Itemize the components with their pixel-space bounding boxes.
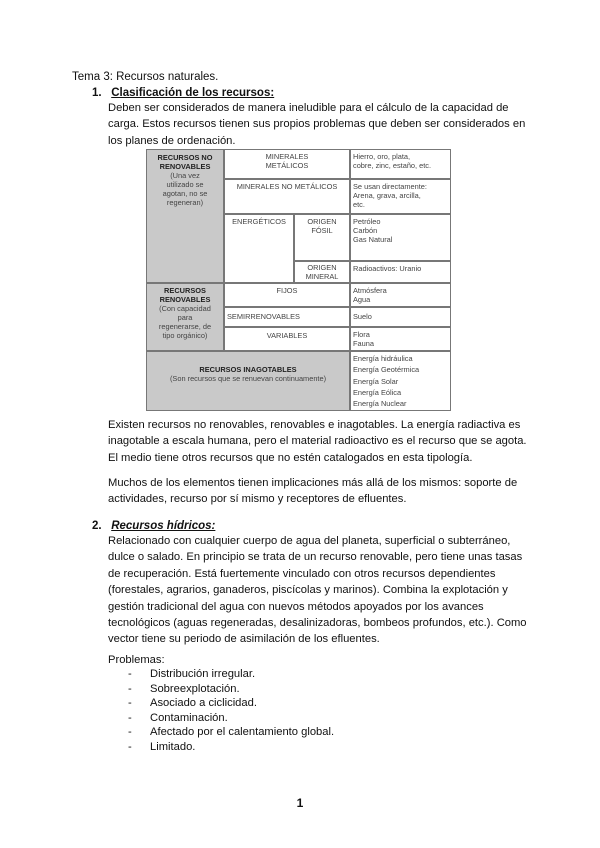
intro-line: carga. Estos recursos tienen sus propios problemas que deben ser considerados en (108, 118, 526, 131)
example-line: Hierro, oro, plata, (353, 152, 411, 161)
example-line: Petróleo (353, 217, 381, 226)
paragraph-line: actividades, recurso por sí mismo y receptores de efluentes. (108, 493, 407, 506)
intro-line: los planes de ordenación. (108, 134, 236, 147)
section-2-heading (92, 520, 215, 532)
paragraph-line: de recuperación. Está fuertemente vinculado con otros recursos dependientes (108, 567, 496, 580)
list-item (108, 711, 428, 726)
example-line: Energía Nuclear (353, 399, 407, 409)
variable-resources-examples (350, 327, 451, 351)
page-number: 1 (296, 796, 304, 810)
resources-classification-table (146, 149, 451, 411)
paragraph-line: inagotable a escala humana, pero el material radioactivo es el recurso que se agota. (108, 435, 527, 448)
section-2-number: 2. (92, 520, 102, 532)
metallic-minerals-label: METÁLICOS (265, 161, 309, 170)
implications-paragraph (108, 475, 528, 508)
example-line: Fauna (353, 339, 374, 348)
example-line: Energía hidráulica (353, 354, 413, 363)
non-renewable-title: RECURSOS NO (157, 153, 213, 162)
fixed-resources-cell: FIJOS (224, 283, 350, 307)
example-line: Gas Natural (353, 235, 393, 244)
renewable-title: RECURSOS (164, 286, 206, 295)
list-item (108, 682, 428, 697)
section-1-title: Clasificación de los recursos: (111, 87, 275, 99)
list-item (108, 740, 428, 755)
example-line: Arena, grava, arcilla, (353, 191, 421, 200)
fossil-origin-examples (350, 214, 451, 261)
metallic-minerals-examples (350, 149, 451, 179)
non-renewable-title: RENOVABLES (159, 162, 211, 171)
non-renewable-desc: utilizado se (166, 180, 204, 189)
bullet-dash: - (128, 697, 132, 710)
non-metallic-minerals-examples (350, 179, 451, 214)
non-renewable-header-cell (146, 149, 224, 283)
non-renewable-desc: agotan, no se (162, 189, 208, 198)
paragraph-line: (forestales, agrarios, ganaderos, piscícolas y marinos). Combina la explotación y (108, 584, 508, 597)
paragraph-line: Muchos de los elementos tienen implicaciones más allá de los mismos: soporte de (108, 477, 518, 489)
example-line: Carbón (353, 226, 378, 235)
bullet-dash: - (128, 668, 132, 680)
non-renewable-desc: (Una vez (170, 171, 200, 180)
document-title: Tema 3: Recursos naturales. (72, 71, 219, 83)
after-table-paragraph (108, 417, 528, 466)
paragraph-line: dulce o salado. En principio se trata de un recurso renovable, pero tiene unas tasas (108, 551, 523, 564)
energy-resources-cell: ENERGÉTICOS (224, 214, 294, 283)
paragraph-line: vector tiene su periodo de asimilación de los efluentes. (108, 633, 380, 646)
example-line: Se usan directamente: (353, 182, 427, 191)
non-metallic-minerals-cell: MINERALES NO METÁLICOS (224, 179, 350, 214)
list-item-text: Contaminación. (150, 711, 228, 724)
intro-line: Deben ser considerados de manera ineludible para el cálculo de la capacidad de (108, 102, 509, 114)
list-item-text: Afectado por el calentamiento global. (150, 726, 335, 739)
section-1-number: 1. (92, 87, 102, 99)
inexhaustible-desc: (Son recursos que se renuevan continuamente) (169, 374, 327, 383)
section-1-heading (92, 87, 274, 99)
example-line: Atmósfera (353, 286, 387, 295)
example-line: Flora (353, 330, 370, 339)
example-line: Agua (353, 295, 371, 304)
mineral-origin-cell (294, 261, 350, 283)
example-line: Energía Eólica (353, 387, 402, 397)
renewable-desc: tipo orgánico) (162, 331, 208, 340)
list-item (108, 667, 428, 682)
bullet-dash: - (128, 682, 132, 695)
renewable-title: RENOVABLES (159, 295, 211, 304)
paragraph-line: tecnológicos (aguas regeneradas, desalinizadoras, bombeos profundos, etc.). Como (108, 617, 527, 630)
mineral-origin-label: MINERAL (305, 272, 339, 281)
bullet-dash: - (128, 726, 132, 739)
bullet-dash: - (128, 711, 132, 724)
semi-renewable-cell: SEMIRRENOVABLES (224, 307, 350, 327)
paragraph-line: Relacionado con cualquier cuerpo de agua del planeta, superficial o subterráneo, (108, 535, 511, 547)
list-item-text: Limitado. (150, 740, 196, 753)
example-line: Energía Solar (353, 376, 399, 386)
variable-resources-cell: VARIABLES (224, 327, 350, 351)
inexhaustible-title: RECURSOS INAGOTABLES (199, 365, 297, 374)
bullet-dash: - (128, 740, 132, 753)
fossil-origin-cell (294, 214, 350, 261)
fixed-resources-examples (350, 283, 451, 307)
paragraph-line: Existen recursos no renovables, renovables e inagotables. La energía radiactiva es (108, 419, 521, 431)
metallic-minerals-cell (224, 149, 350, 179)
list-item (108, 725, 428, 740)
mineral-origin-label: ORIGEN (307, 263, 337, 272)
inexhaustible-examples (350, 351, 451, 411)
problems-list (108, 667, 428, 755)
semi-renewable-examples: Suelo (350, 307, 451, 327)
example-line: Energía Geotérmica (353, 365, 420, 375)
paragraph-line: El medio tiene otros recursos que no estén catalogados en esta tipología. (108, 451, 473, 464)
fossil-origin-label: ORIGEN (307, 217, 337, 226)
metallic-minerals-label: MINERALES (265, 152, 309, 161)
list-item-text: Sobreexplotación. (150, 682, 240, 695)
fossil-origin-label: FÓSIL (311, 226, 333, 235)
section-2-body (108, 533, 528, 648)
problems-label: Problemas: (108, 654, 165, 666)
list-item-text: Distribución irregular. (150, 668, 256, 680)
section-1-intro (108, 100, 528, 149)
example-line: etc. (353, 200, 365, 209)
renewable-desc: regenerarse, de (158, 322, 212, 331)
paragraph-line: gestión tradicional del agua con nuevos métodos apoyados por los avances (108, 600, 484, 613)
example-line: cobre, zinc, estaño, etc. (353, 161, 432, 170)
list-item-text: Asociado a ciclicidad. (150, 697, 257, 710)
section-2-title: Recursos hídricos: (111, 520, 216, 532)
non-renewable-desc: regeneran) (166, 198, 204, 207)
list-item (108, 696, 428, 711)
renewable-desc: para (177, 313, 193, 322)
inexhaustible-header-cell (146, 351, 350, 411)
renewable-desc: (Con capacidad (159, 304, 211, 313)
mineral-origin-examples: Radioactivos: Uranio (350, 261, 451, 283)
renewable-header-cell (146, 283, 224, 351)
